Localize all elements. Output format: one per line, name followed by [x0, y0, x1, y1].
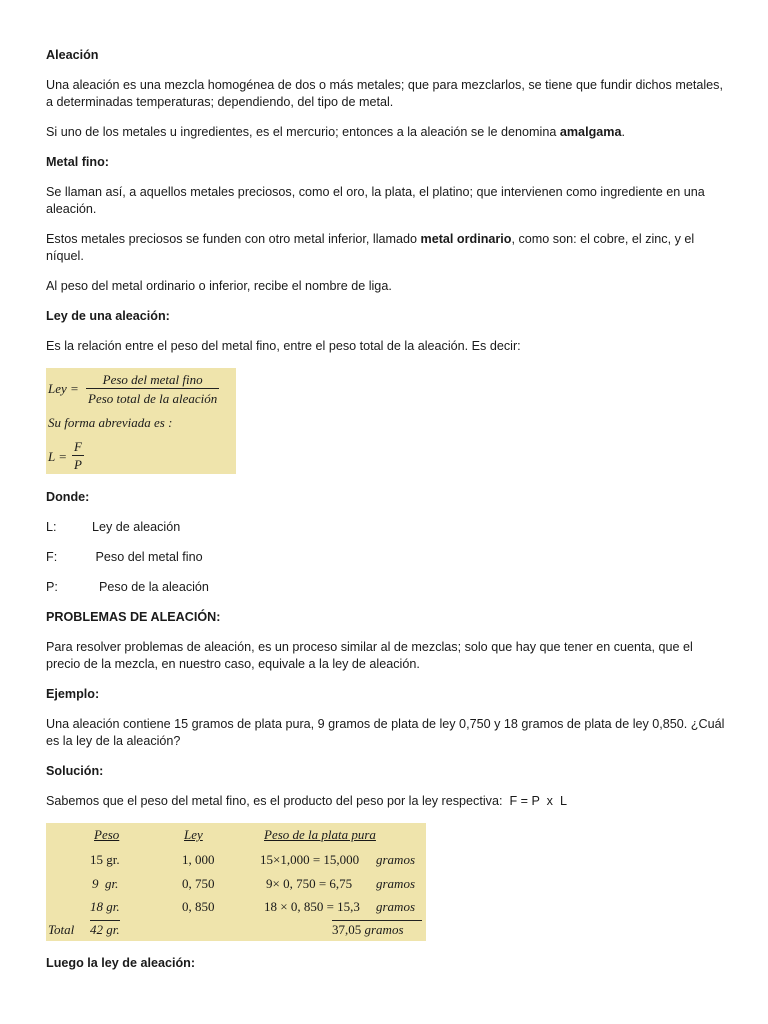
heading-problemas: PROBLEMAS DE ALEACIÓN:	[46, 610, 221, 624]
table-cell-calc: 15×1,000 = 15,000	[260, 852, 360, 867]
paragraph-liga: Al peso del metal ordinario o inferior, recibe el nombre de liga.	[46, 279, 392, 293]
formula-numerator: Peso del metal fino	[102, 372, 203, 387]
table-header-peso: Peso	[94, 827, 120, 842]
heading-ley: Ley de una aleación:	[46, 309, 170, 323]
table-cell-peso: 18 gr.	[90, 899, 120, 914]
definition-row: L: Ley de aleación	[46, 520, 181, 534]
heading-solucion: Solución:	[46, 764, 104, 778]
formula-abbreviation-label: Su forma abreviada es :	[48, 415, 173, 430]
table-cell-peso: 15 gr.	[90, 852, 120, 867]
heading-metal-fino: Metal fino:	[46, 155, 109, 169]
table-cell-ley: 0, 850	[182, 899, 215, 914]
paragraph-ley: Es la relación entre el peso del metal fino, entre el peso total de la aleación. Es decir:	[46, 339, 521, 353]
table-total-label: Total	[48, 922, 75, 937]
paragraph-ejemplo: Una aleación contiene 15 gramos de plata pura, 9 gramos de plata de ley 0,750 y 18 gramos de plata de ley 0,850. ¿Cuál es la ley de la aleación?	[46, 717, 725, 748]
document-page	[46, 47, 726, 985]
paragraph-problemas: Para resolver problemas de aleación, es un proceso similar al de mezclas; solo que hay que tener en cuenta, que el precio de la mezcla, en nuestro caso, equivale a la ley de aleación.	[46, 640, 693, 671]
table-header-plata-pura: Peso de la plata pura	[264, 827, 376, 842]
formula-ley-label: Ley =	[48, 381, 79, 396]
heading-donde: Donde:	[46, 490, 90, 504]
paragraph-amalgama: Si uno de los metales u ingredientes, es el mercurio; entonces a la aleación se le denomina amalgama.	[46, 125, 625, 139]
formula-l-label: L =	[48, 449, 68, 464]
table-cell-unit: gramos	[376, 876, 416, 891]
definitions-list	[46, 519, 726, 596]
definition-row: P: Peso de la aleación	[46, 580, 209, 594]
table-cell-unit: gramos	[376, 852, 416, 867]
page-title: Aleación	[46, 48, 99, 62]
paragraph-metal-fino: Se llaman así, a aquellos metales preciosos, como el oro, la plata, el platino; que intervienen como ingrediente en una aleación.	[46, 185, 705, 216]
heading-ejemplo: Ejemplo:	[46, 687, 100, 701]
definition-row: F: Peso del metal fino	[46, 550, 203, 564]
table-total-value: 37,05 gramos	[332, 920, 422, 938]
paragraph-definition: Una aleación es una mezcla homogénea de dos o más metales; que para mezclarlos, se tiene que fundir dichos metales, a determinadas temperaturas; dependiendo, del tipo de metal.	[46, 78, 723, 109]
formula-f: F	[74, 439, 82, 454]
table-cell-peso: 9 gr.	[92, 876, 119, 891]
table-cell-ley: 1, 000	[182, 852, 215, 867]
heading-luego: Luego la ley de aleación:	[46, 956, 196, 970]
paragraph-solucion: Sabemos que el peso del metal fino, es el producto del peso por la ley respectiva: F = P x L	[46, 794, 567, 808]
formula-short-fraction	[72, 438, 84, 473]
table-cell-calc: 9× 0, 750 = 6,75	[266, 876, 353, 891]
term-amalgama: amalgama	[559, 125, 622, 139]
paragraph-metal-ordinario: Estos metales preciosos se funden con otro metal inferior, llamado metal ordinario, como son: el cobre, el zinc, y el níquel.	[46, 232, 695, 263]
formula-p: P	[72, 455, 84, 473]
formula-denominator: Peso total de la aleación	[86, 388, 219, 407]
term-metal-ordinario: metal ordinario	[420, 232, 512, 246]
calculation-table	[46, 823, 426, 941]
table-cell-ley: 0, 750	[182, 876, 215, 891]
formula-fraction	[86, 371, 219, 407]
table-total-peso: 42 gr.	[90, 922, 120, 937]
table-cell-unit: gramos	[376, 899, 416, 914]
formula-box	[46, 368, 236, 474]
table-cell-calc: 18 × 0, 850 = 15,3	[264, 899, 360, 914]
table-header-ley: Ley	[184, 827, 203, 842]
